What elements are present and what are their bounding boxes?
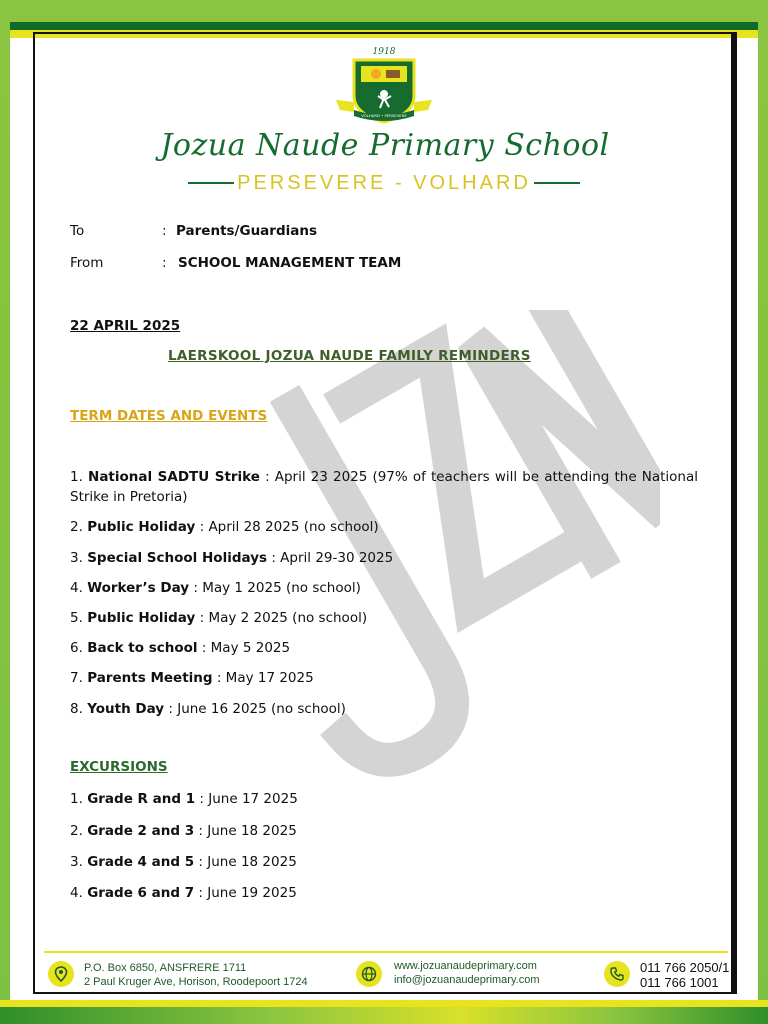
term-item <box>70 517 698 537</box>
footer-email[interactable]: info@jozuanaudeprimary.com <box>394 974 540 986</box>
memo-date: 22 APRIL 2025 <box>70 318 181 334</box>
term-item <box>70 699 698 719</box>
term-dates-heading: TERM DATES AND EVENTS <box>70 408 268 424</box>
item-label: Back to school <box>87 640 198 656</box>
item-number: 2. <box>70 519 83 535</box>
from-label: From <box>70 255 104 271</box>
globe-icon <box>356 961 382 987</box>
footer-address-line2: 2 Paul Kruger Ave, Horison, Roodepoort 1724 <box>84 976 308 988</box>
school-name: Jozua Naude Primary School <box>160 128 610 163</box>
term-item <box>70 467 698 507</box>
term-item <box>70 548 698 568</box>
item-detail: : June 18 2025 <box>194 854 297 870</box>
item-number: 3. <box>70 550 83 566</box>
item-label: Grade 2 and 3 <box>87 823 195 839</box>
term-item <box>70 578 698 598</box>
to-colon: : <box>162 223 167 239</box>
item-detail: : April 29-30 2025 <box>267 550 394 566</box>
footer-phone-1[interactable]: 011 766 2050/1 <box>640 960 730 975</box>
crest-year: 1918 <box>372 47 396 57</box>
item-detail: : May 2 2025 (no school) <box>195 610 368 626</box>
bottom-stripe-green <box>0 1007 768 1024</box>
item-number: 1. <box>70 469 83 485</box>
item-number: 8. <box>70 701 83 717</box>
footer-address-line1: P.O. Box 6850, ANSFRERE 1711 <box>84 962 247 974</box>
motto-row <box>188 170 580 196</box>
term-item <box>70 668 698 688</box>
item-number: 1. <box>70 791 83 807</box>
item-number: 6. <box>70 640 83 656</box>
crest-ribbon-text: VOLHARD • PERSEVERE <box>361 113 407 118</box>
excursion-item <box>70 821 698 841</box>
motto-divider-right <box>534 182 580 184</box>
item-detail: : May 1 2025 (no school) <box>189 580 361 596</box>
item-label: Youth Day <box>87 701 165 717</box>
item-label: National SADTU Strike <box>88 469 260 485</box>
item-label: Public Holiday <box>87 519 196 535</box>
item-number: 5. <box>70 610 83 626</box>
from-value: SCHOOL MANAGEMENT TEAM <box>178 255 402 271</box>
item-number: 4. <box>70 885 83 901</box>
location-icon <box>48 961 74 987</box>
bottom-stripe-yellow <box>0 1000 768 1007</box>
excursion-item <box>70 852 698 872</box>
item-number: 3. <box>70 854 83 870</box>
item-label: Grade R and 1 <box>87 791 196 807</box>
item-detail: : June 16 2025 (no school) <box>164 701 346 717</box>
footer-website[interactable]: www.jozuanaudeprimary.com <box>394 960 537 972</box>
excursions-heading: EXCURSIONS <box>70 759 168 775</box>
item-label: Parents Meeting <box>87 670 213 686</box>
item-number: 2. <box>70 823 83 839</box>
item-label: Grade 4 and 5 <box>87 854 195 870</box>
footer-divider <box>44 951 728 953</box>
item-label: Special School Holidays <box>87 550 268 566</box>
item-label: Public Holiday <box>87 610 196 626</box>
item-detail: : June 17 2025 <box>195 791 298 807</box>
excursion-item <box>70 789 698 809</box>
item-label: Worker’s Day <box>87 580 190 596</box>
top-stripe-green <box>10 22 758 30</box>
motto-divider-left <box>188 182 234 184</box>
item-label: Grade 6 and 7 <box>87 885 195 901</box>
term-item <box>70 608 698 628</box>
item-detail: : May 17 2025 <box>212 670 314 686</box>
frame-accent <box>733 32 737 994</box>
item-number: 4. <box>70 580 83 596</box>
term-item <box>70 638 698 658</box>
footer-phone-2[interactable]: 011 766 1001 <box>640 975 719 990</box>
from-colon: : <box>162 255 167 271</box>
item-number: 7. <box>70 670 83 686</box>
memo-title: LAERSKOOL JOZUA NAUDE FAMILY REMINDERS <box>168 348 531 364</box>
item-detail: : June 19 2025 <box>194 885 297 901</box>
item-detail: : May 5 2025 <box>197 640 291 656</box>
to-label: To <box>70 223 85 239</box>
excursion-item <box>70 883 698 903</box>
item-detail: : June 18 2025 <box>194 823 297 839</box>
phone-icon <box>604 961 630 987</box>
item-detail: : April 23 2025 (97% of teachers will be attending the National Strike in Pretoria) <box>70 469 699 505</box>
school-crest-logo <box>334 44 434 128</box>
to-value: Parents/Guardians <box>176 223 317 239</box>
item-detail: : April 28 2025 (no school) <box>195 519 379 535</box>
school-motto: PERSEVERE - VOLHARD <box>237 171 531 194</box>
